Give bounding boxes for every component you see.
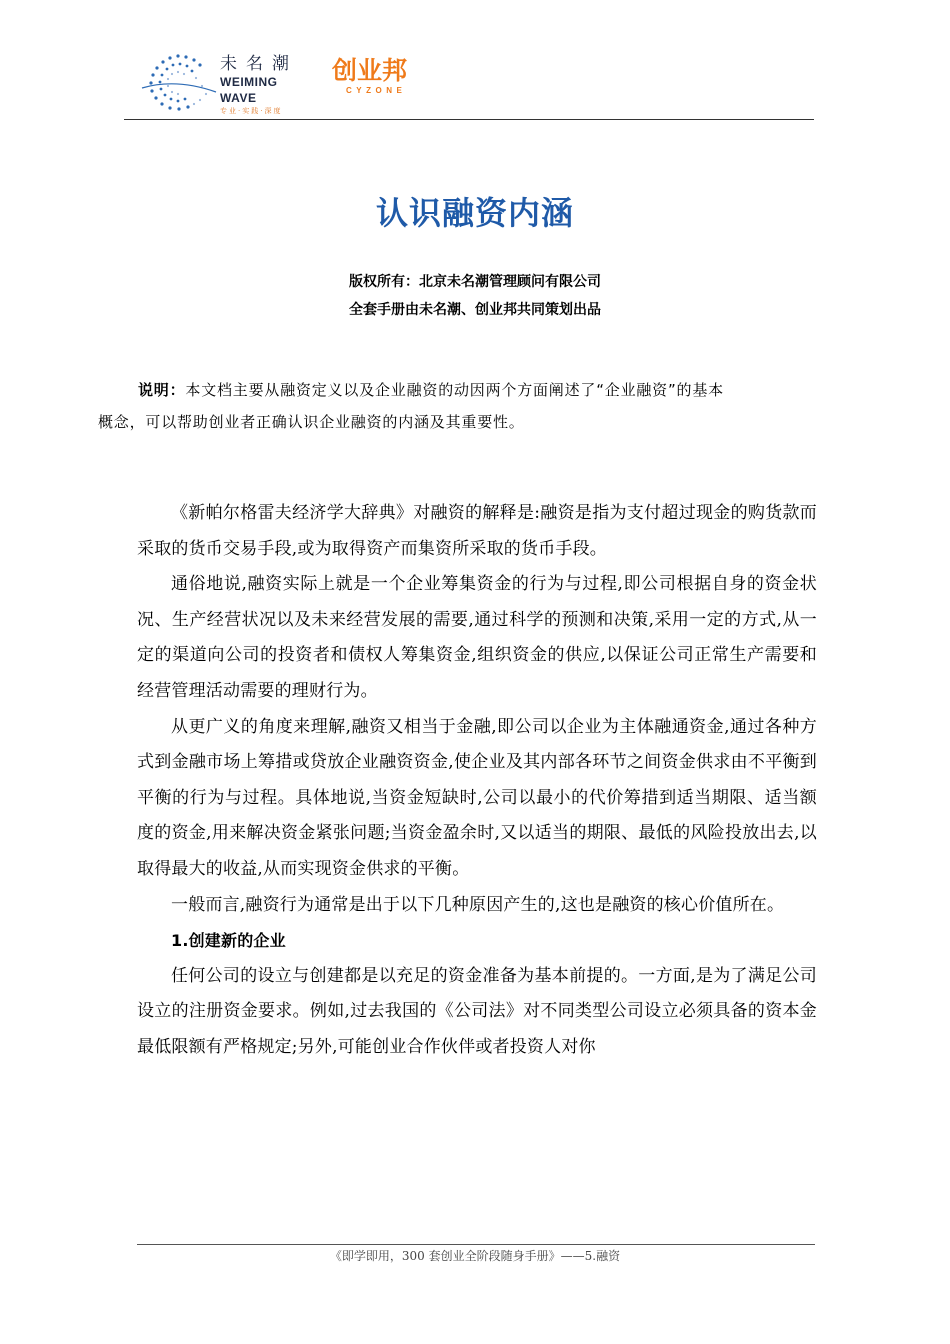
cyzone-logo <box>332 56 422 96</box>
document-note <box>98 374 858 438</box>
page-footer: 《即学即用，300 套创业全阶段随身手册》——5.融资 <box>329 1249 621 1263</box>
weiming-cn-name: 未名潮 <box>220 54 298 74</box>
body-paragraph: 通俗地说,融资实际上就是一个企业筹集资金的行为与过程,即公司根据自身的资金状况、生产经营状况以及未来经营发展的需要,通过科学的预测和决策,采用一定的方式,从一定的渠道向公司的投资者和债权人筹集资金,组织资金的供应,以保证公司正常生产需要和经营管理活动需要的理财行为。 <box>137 574 817 701</box>
cyzone-cn-name: 创业邦 <box>332 56 408 85</box>
document-body <box>137 496 817 1066</box>
weiming-wave-wordmark <box>220 54 310 116</box>
weiming-en-name: WEIMING WAVE <box>220 75 278 105</box>
producer-line: 全套手册由未名潮、创业邦共同策划出品 <box>349 302 601 318</box>
weiming-wave-swirl-logo <box>136 48 220 114</box>
note-text-line1: 本文档主要从融资定义以及企业融资的动因两个方面阐述了“企业融资”的基本 <box>185 381 724 399</box>
body-paragraph: 《新帕尔格雷夫经济学大辞典》对融资的解释是:融资是指为支付超过现金的购货款而采取的货币交易手段,或为取得资产而集资所采取的货币手段。 <box>137 503 817 559</box>
cyzone-en-name: CYZONE <box>346 86 407 95</box>
section-heading: 1.创建新的企业 <box>171 931 286 951</box>
body-paragraph: 任何公司的设立与创建都是以充足的资金准备为基本前提的。一方面,是为了满足公司设立的注册资金要求。例如,过去我国的《公司法》对不同类型公司设立必须具备的资本金最低限额有严格规定;另外,可能创业合作伙伴或者投资人对你 <box>137 965 817 1057</box>
note-text-line2: 概念，可以帮助创业者正确认识企业融资的内涵及其重要性。 <box>98 413 525 431</box>
weiming-tagline: 专业·实践·深度 <box>220 107 283 115</box>
document-title: 认识融资内涵 <box>375 194 574 232</box>
page-header <box>124 40 814 120</box>
body-paragraph: 一般而言,融资行为通常是出于以下几种原因产生的,这也是融资的核心价值所在。 <box>171 894 785 915</box>
copyright-line: 版权所有：北京未名潮管理顾问有限公司 <box>349 274 601 290</box>
body-paragraph: 从更广义的角度来理解,融资又相当于金融,即公司以企业为主体融通资金,通过各种方式到金融市场上筹措或贷放企业融资资金,使企业及其内部各环节之间资金供求由不平衡到平衡的行为与过程。具体地说,当资金短缺时,公司以最小的代价筹措到适当期限、适当额度的资金,用来解决资金紧张问题;当资金盈余时,又以适当的期限、最低的风险投放出去,以取得最大的收益,从而实现资金供求的平衡。 <box>137 716 817 879</box>
header-divider <box>124 119 814 120</box>
note-label: 说明： <box>138 381 186 399</box>
copyright-block <box>0 268 950 324</box>
footer-divider <box>137 1244 815 1245</box>
